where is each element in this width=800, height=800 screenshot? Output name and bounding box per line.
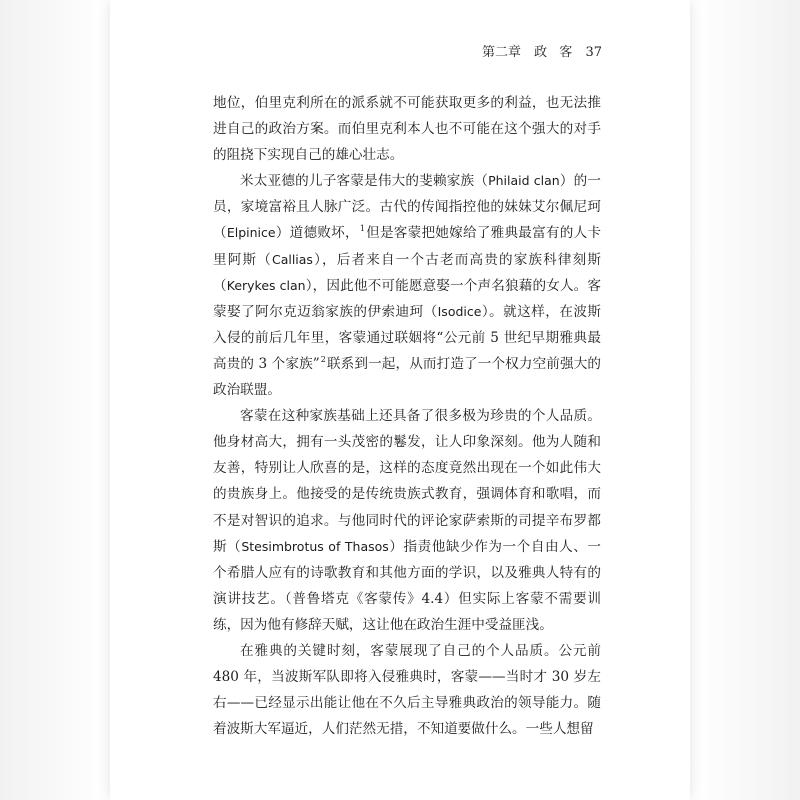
chapter-title-word-1: 政 bbox=[534, 45, 548, 60]
text-run: 客蒙在这种家族基础上还具备了很多极为珍贵的个人品质。他身材高大，拥有一头茂密的鬈发，让人印象深刻。他为人随和友善，特别让人欣喜的是，这样的态度竟然出现在一个如此伟大的贵族身上。他接受的是传统贵族式教育，强调体育和歌唱，而不是对智识的追求。与他同时代的评论家萨索斯的司提辛布罗都斯（ bbox=[213, 408, 601, 555]
text-run: 但是客蒙把她嫁给了雅典最富有的人卡里阿斯（ bbox=[213, 225, 602, 268]
latin-term: Kerykes clan bbox=[226, 277, 306, 293]
paragraph-2 bbox=[213, 168, 601, 403]
latin-term: Elpinice bbox=[226, 225, 276, 241]
text-run: ），后者来自一个古老而高贵的家族科律刻斯（ bbox=[213, 251, 601, 294]
text-run: 米太亚德的儿子客蒙是伟大的斐赖家族（ bbox=[240, 173, 489, 190]
chapter-title-word-2: 客 bbox=[559, 45, 573, 60]
text-run: 联系到一起，从而打造了一个权力空前强大的政治联盟。 bbox=[213, 355, 602, 399]
paragraph-4 bbox=[213, 638, 601, 742]
chapter-label: 第二章 bbox=[481, 45, 521, 60]
text-run: 地位，伯里克利所在的派系就不可能获取更多的利益，也无法推进自己的政治方案。而伯里克利本人也不可能在这个强大的对手的阻挠下实现自己的雄心壮志。 bbox=[213, 95, 601, 164]
footnote-marker-2[interactable]: 2 bbox=[320, 354, 326, 364]
text-run: ）的一员，家境富裕且人脉广泛。古代的传闻指控他的妹妹艾尔佩尼珂（ bbox=[213, 173, 602, 242]
paragraph-3 bbox=[213, 403, 601, 638]
footnote-marker-1[interactable]: 1 bbox=[359, 224, 365, 234]
body-text bbox=[213, 90, 601, 742]
latin-term: Philaid clan bbox=[488, 173, 560, 189]
text-run: 在雅典的关键时刻，客蒙展现了自己的个人品质。公元前 480 年，当波斯军队即将入侵雅典时，客蒙——当时才 30 岁左右——已经显示出能让他在不久后主导雅典政治的领导能力。随着波斯大军逼近，人们茫然无措，不知道要做什么。一些人想留 bbox=[213, 642, 601, 738]
running-header bbox=[480, 41, 602, 60]
book-page bbox=[110, 0, 690, 800]
page-number: 37 bbox=[585, 45, 602, 60]
latin-term: Callias bbox=[271, 251, 313, 267]
latin-term: Stesimbrotus of Thasos bbox=[241, 538, 389, 554]
text-run: ）指责他缺少作为一个自由人、一个希腊人应有的诗歌教育和其他方面的学识，以及雅典人特有的演讲技艺。（普鲁塔克《客蒙传》4.4）但实际上客蒙不需要训练，因为他有修辞天赋，这让他在政治生涯中受益匪浅。 bbox=[213, 538, 602, 633]
text-run: ），因此他不可能愿意娶一个声名狼藉的女人。客蒙娶了阿尔克迈翁家族的伊索迪珂（ bbox=[213, 277, 602, 320]
text-run: ）。就这样，在波斯入侵的前后几年里，客蒙通过联姻将“公元前 5 世纪早期雅典最高贵的 3 个家族” bbox=[213, 303, 602, 372]
latin-term: Isodice bbox=[437, 303, 482, 319]
text-run: ）道德败坏， bbox=[275, 225, 359, 242]
paragraph-1 bbox=[213, 90, 601, 168]
